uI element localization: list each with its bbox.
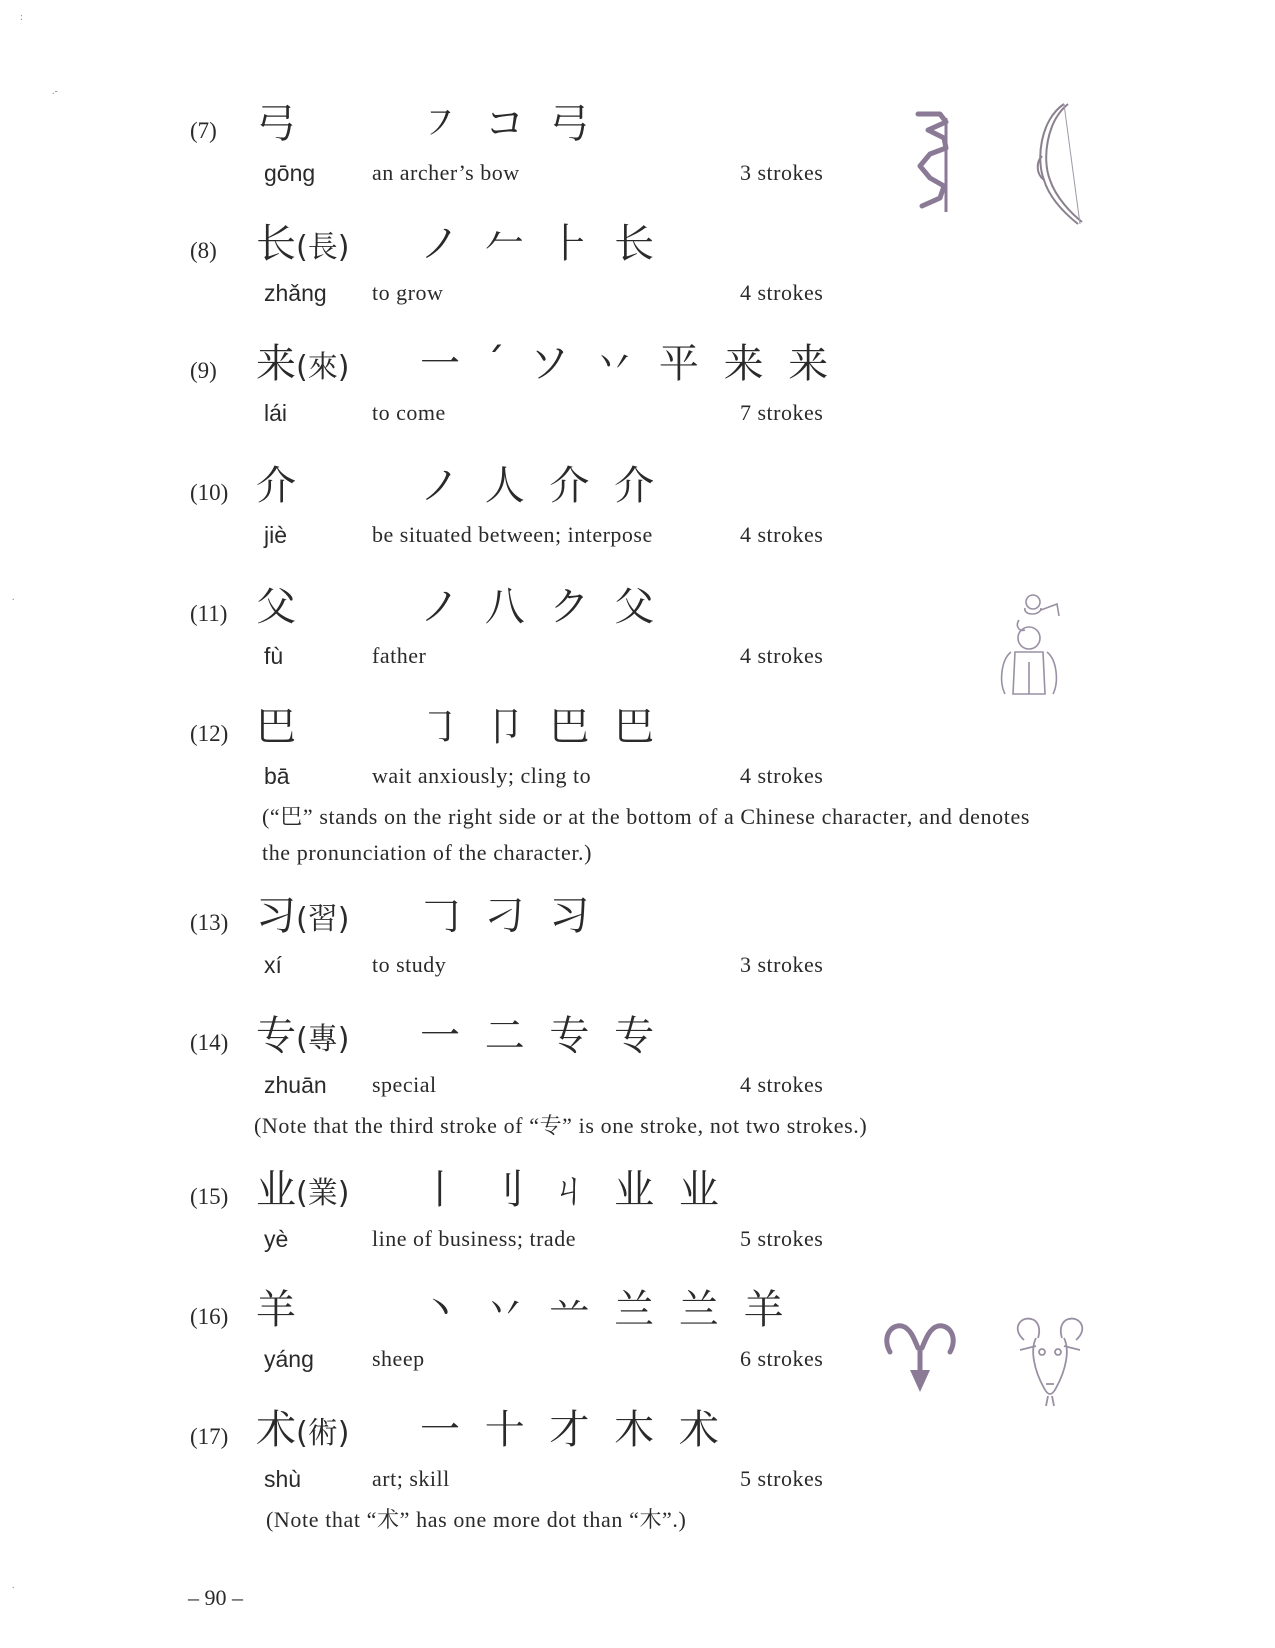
- scan-mark: .: [12, 1580, 15, 1591]
- entry-number: (7): [190, 118, 217, 143]
- meaning: special: [372, 1072, 437, 1097]
- entry-character: 习(習): [256, 893, 350, 939]
- stroke-order: 一 二 专 专: [420, 1013, 661, 1059]
- stroke-order: 𠃌 刁 习: [420, 893, 596, 939]
- entry-number: (12): [190, 721, 229, 746]
- stroke-order: 丨 刂 ㄐ 业 业: [420, 1167, 725, 1213]
- bow-drawing-illustration: [1020, 100, 1090, 230]
- stroke-order: ノ 八 ク 父: [420, 584, 661, 630]
- traditional-form: (術): [296, 1416, 350, 1451]
- pinyin: xí: [264, 952, 282, 978]
- entry-character: 业(業): [256, 1167, 350, 1213]
- meaning: to come: [372, 400, 446, 425]
- entry-number: (11): [190, 601, 228, 626]
- pinyin: yáng: [264, 1346, 314, 1372]
- entry-character: 父: [256, 584, 296, 630]
- entry-note: (Note that “术” has one more dot than “木”.): [266, 1507, 687, 1532]
- pinyin: shù: [264, 1466, 302, 1492]
- entry-number: (8): [190, 238, 217, 263]
- stroke-order: 丶 丷 䒑 兰 兰 羊: [420, 1287, 790, 1333]
- meaning: father: [372, 643, 427, 668]
- stroke-order: ㇆ 卩 巴 巴: [420, 704, 661, 750]
- stroke-count: 4 strokes: [740, 1072, 824, 1097]
- pinyin: lái: [264, 400, 288, 426]
- stroke-count: 5 strokes: [740, 1466, 824, 1491]
- entry-character: 介: [256, 463, 296, 509]
- meaning: to study: [372, 952, 447, 977]
- entry-note: (Note that the third stroke of “专” is one stroke, not two strokes.): [254, 1113, 868, 1138]
- scan-mark: .: [12, 592, 15, 603]
- stroke-order: ㇇ コ 弓: [420, 101, 596, 147]
- meaning: line of business; trade: [372, 1226, 576, 1251]
- entry-character: 来(來): [256, 341, 350, 387]
- stroke-count: 3 strokes: [740, 952, 824, 977]
- meaning: be situated between; interpose: [372, 522, 653, 547]
- pinyin: bā: [264, 763, 290, 789]
- meaning: sheep: [372, 1346, 425, 1371]
- stroke-count: 4 strokes: [740, 763, 824, 788]
- pinyin: fù: [264, 643, 284, 669]
- entry-number: (14): [190, 1030, 229, 1055]
- entry-character: 巴: [256, 704, 296, 750]
- entry-number: (16): [190, 1304, 229, 1329]
- meaning: art; skill: [372, 1466, 450, 1491]
- traditional-form: (業): [296, 1176, 350, 1211]
- pinyin: zhuān: [264, 1072, 327, 1098]
- entry-note: (“巴” stands on the right side or at the bottom of a Chinese character, and denotes the pronunciation of the character.): [262, 804, 1030, 865]
- meaning: an archer’s bow: [372, 160, 520, 185]
- entry-number: (17): [190, 1424, 229, 1449]
- traditional-form: (來): [296, 350, 350, 385]
- bow-ancient-glyph-illustration: [910, 108, 960, 218]
- stroke-order: ノ 𠂉 ⺊ 长: [420, 221, 661, 267]
- pinyin: jiè: [264, 522, 288, 548]
- stroke-order: 一 ˊ ソ 丷 平 来 来: [420, 341, 835, 387]
- entry-number: (10): [190, 480, 229, 505]
- stroke-order: ノ 人 介 介: [420, 463, 661, 509]
- stroke-count: 6 strokes: [740, 1346, 824, 1371]
- entry-character: 羊: [256, 1287, 296, 1333]
- meaning: to grow: [372, 280, 444, 305]
- entry-character: 长(長): [256, 221, 350, 267]
- pinyin: yè: [264, 1226, 289, 1252]
- page-number: – 90 –: [188, 1585, 243, 1610]
- entry-character: 术(術): [256, 1407, 350, 1453]
- stroke-count: 4 strokes: [740, 643, 824, 668]
- sheep-drawing-illustration: [1000, 1310, 1100, 1410]
- stroke-count: 4 strokes: [740, 522, 824, 547]
- scan-mark: .-: [52, 86, 58, 97]
- stroke-count: 3 strokes: [740, 160, 824, 185]
- entry-number: (13): [190, 910, 229, 935]
- entry-character: 弓: [256, 101, 296, 147]
- meaning: wait anxiously; cling to: [372, 763, 592, 788]
- pinyin: zhǎng: [264, 280, 327, 306]
- stroke-count: 5 strokes: [740, 1226, 824, 1251]
- traditional-form: (長): [296, 230, 350, 265]
- stroke-count: 7 strokes: [740, 400, 824, 425]
- pinyin: gōng: [264, 160, 316, 186]
- stroke-order: 一 十 才 木 术: [420, 1407, 725, 1453]
- traditional-form: (習): [296, 902, 350, 937]
- stroke-count: 4 strokes: [740, 280, 824, 305]
- entry-number: (15): [190, 1184, 229, 1209]
- entry-number: (9): [190, 358, 217, 383]
- entry-character: 专(專): [256, 1013, 350, 1059]
- sheep-ancient-glyph-illustration: [880, 1316, 960, 1396]
- scan-mark: :: [20, 12, 23, 23]
- traditional-form: (專): [296, 1022, 350, 1057]
- father-child-illustration: [985, 590, 1075, 700]
